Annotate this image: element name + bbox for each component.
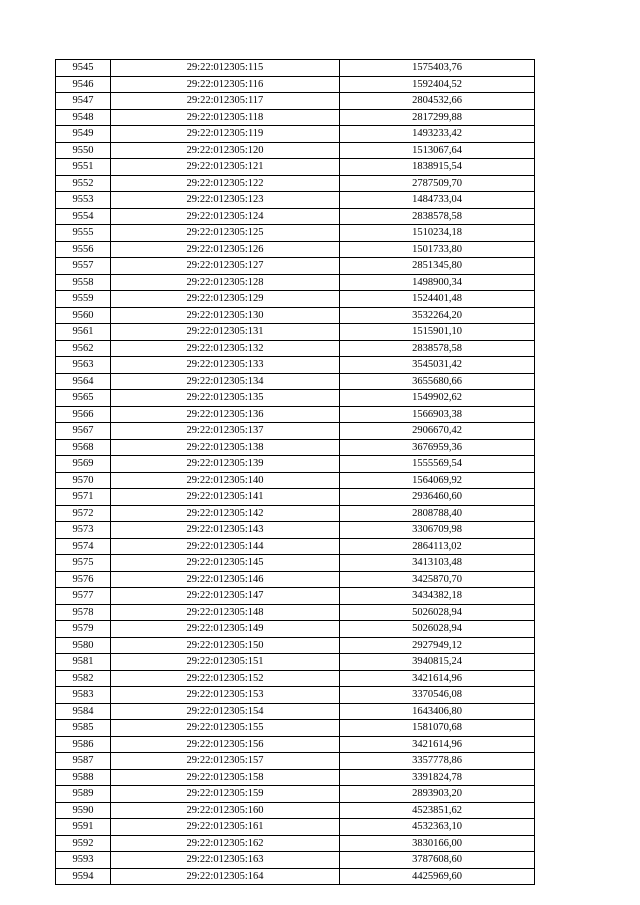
- value-cell: 5026028,94: [340, 621, 535, 638]
- cadastral-number-cell: 29:22:012305:116: [111, 76, 340, 93]
- table-row: [56, 60, 535, 77]
- row-number-cell: 9583: [56, 687, 111, 704]
- table-row: [56, 588, 535, 605]
- row-number-cell: 9576: [56, 571, 111, 588]
- value-cell: 5026028,94: [340, 604, 535, 621]
- value-cell: 3676959,36: [340, 439, 535, 456]
- value-cell: 1564069,92: [340, 472, 535, 489]
- value-cell: 3413103,48: [340, 555, 535, 572]
- table-row: [56, 340, 535, 357]
- value-cell: 1555569,54: [340, 456, 535, 473]
- row-number-cell: 9555: [56, 225, 111, 242]
- table-row: [56, 538, 535, 555]
- row-number-cell: 9574: [56, 538, 111, 555]
- value-cell: 2838578,58: [340, 340, 535, 357]
- table-row: [56, 687, 535, 704]
- table-row: [56, 175, 535, 192]
- cadastral-number-cell: 29:22:012305:157: [111, 753, 340, 770]
- table-row: [56, 753, 535, 770]
- cadastral-number-cell: 29:22:012305:156: [111, 736, 340, 753]
- table-row: [56, 868, 535, 885]
- table-row: [56, 571, 535, 588]
- row-number-cell: 9591: [56, 819, 111, 836]
- cadastral-number-cell: 29:22:012305:143: [111, 522, 340, 539]
- value-cell: 1566903,38: [340, 406, 535, 423]
- table-row: [56, 670, 535, 687]
- cadastral-number-cell: 29:22:012305:124: [111, 208, 340, 225]
- row-number-cell: 9579: [56, 621, 111, 638]
- value-cell: 1501733,80: [340, 241, 535, 258]
- row-number-cell: 9558: [56, 274, 111, 291]
- table-row: [56, 522, 535, 539]
- cadastral-number-cell: 29:22:012305:134: [111, 373, 340, 390]
- cadastral-number-cell: 29:22:012305:127: [111, 258, 340, 275]
- row-number-cell: 9590: [56, 802, 111, 819]
- cadastral-number-cell: 29:22:012305:140: [111, 472, 340, 489]
- cadastral-number-cell: 29:22:012305:115: [111, 60, 340, 77]
- cadastral-number-cell: 29:22:012305:135: [111, 390, 340, 407]
- table-row: [56, 93, 535, 110]
- row-number-cell: 9547: [56, 93, 111, 110]
- table-row: [56, 291, 535, 308]
- value-cell: 1524401,48: [340, 291, 535, 308]
- row-number-cell: 9545: [56, 60, 111, 77]
- row-number-cell: 9559: [56, 291, 111, 308]
- cadastral-number-cell: 29:22:012305:118: [111, 109, 340, 126]
- value-cell: 2787509,70: [340, 175, 535, 192]
- table-row: [56, 654, 535, 671]
- value-cell: 2817299,88: [340, 109, 535, 126]
- row-number-cell: 9557: [56, 258, 111, 275]
- table-row: [56, 225, 535, 242]
- table-row: [56, 274, 535, 291]
- cadastral-number-cell: 29:22:012305:160: [111, 802, 340, 819]
- row-number-cell: 9585: [56, 720, 111, 737]
- cadastral-number-cell: 29:22:012305:142: [111, 505, 340, 522]
- table-row: [56, 208, 535, 225]
- cadastral-number-cell: 29:22:012305:137: [111, 423, 340, 440]
- cadastral-number-cell: 29:22:012305:129: [111, 291, 340, 308]
- value-cell: 1838915,54: [340, 159, 535, 176]
- row-number-cell: 9577: [56, 588, 111, 605]
- row-number-cell: 9546: [56, 76, 111, 93]
- value-cell: 2864113,02: [340, 538, 535, 555]
- value-cell: 3391824,78: [340, 769, 535, 786]
- row-number-cell: 9549: [56, 126, 111, 143]
- row-number-cell: 9584: [56, 703, 111, 720]
- table-row: [56, 373, 535, 390]
- value-cell: 3306709,98: [340, 522, 535, 539]
- cadastral-number-cell: 29:22:012305:130: [111, 307, 340, 324]
- table-row: [56, 76, 535, 93]
- row-number-cell: 9563: [56, 357, 111, 374]
- table-row: [56, 720, 535, 737]
- table-row: [56, 406, 535, 423]
- cadastral-number-cell: 29:22:012305:136: [111, 406, 340, 423]
- value-cell: 1575403,76: [340, 60, 535, 77]
- value-cell: 1515901,10: [340, 324, 535, 341]
- row-number-cell: 9587: [56, 753, 111, 770]
- table-row: [56, 307, 535, 324]
- value-cell: 3830166,00: [340, 835, 535, 852]
- cadastral-number-cell: 29:22:012305:153: [111, 687, 340, 704]
- row-number-cell: 9575: [56, 555, 111, 572]
- row-number-cell: 9581: [56, 654, 111, 671]
- row-number-cell: 9553: [56, 192, 111, 209]
- table-row: [56, 324, 535, 341]
- value-cell: 1493233,42: [340, 126, 535, 143]
- table-row: [56, 835, 535, 852]
- row-number-cell: 9571: [56, 489, 111, 506]
- table-row: [56, 621, 535, 638]
- value-cell: 1484733,04: [340, 192, 535, 209]
- row-number-cell: 9572: [56, 505, 111, 522]
- row-number-cell: 9578: [56, 604, 111, 621]
- row-number-cell: 9562: [56, 340, 111, 357]
- table-row: [56, 142, 535, 159]
- value-cell: 3421614,96: [340, 736, 535, 753]
- cadastral-number-cell: 29:22:012305:141: [111, 489, 340, 506]
- cadastral-number-cell: 29:22:012305:139: [111, 456, 340, 473]
- value-cell: 1510234,18: [340, 225, 535, 242]
- row-number-cell: 9560: [56, 307, 111, 324]
- cadastral-number-cell: 29:22:012305:126: [111, 241, 340, 258]
- table-row: [56, 126, 535, 143]
- row-number-cell: 9566: [56, 406, 111, 423]
- cadastral-number-cell: 29:22:012305:162: [111, 835, 340, 852]
- value-cell: 2804532,66: [340, 93, 535, 110]
- cadastral-number-cell: 29:22:012305:150: [111, 637, 340, 654]
- cadastral-number-cell: 29:22:012305:133: [111, 357, 340, 374]
- value-cell: 1581070,68: [340, 720, 535, 737]
- data-table: [55, 59, 535, 885]
- row-number-cell: 9548: [56, 109, 111, 126]
- row-number-cell: 9564: [56, 373, 111, 390]
- cadastral-number-cell: 29:22:012305:132: [111, 340, 340, 357]
- cadastral-number-cell: 29:22:012305:147: [111, 588, 340, 605]
- cadastral-number-cell: 29:22:012305:120: [111, 142, 340, 159]
- row-number-cell: 9573: [56, 522, 111, 539]
- value-cell: 2851345,80: [340, 258, 535, 275]
- row-number-cell: 9592: [56, 835, 111, 852]
- value-cell: 1643406,80: [340, 703, 535, 720]
- row-number-cell: 9570: [56, 472, 111, 489]
- table-row: [56, 472, 535, 489]
- cadastral-number-cell: 29:22:012305:159: [111, 786, 340, 803]
- cadastral-number-cell: 29:22:012305:146: [111, 571, 340, 588]
- value-cell: 1549902,62: [340, 390, 535, 407]
- table-row: [56, 192, 535, 209]
- row-number-cell: 9586: [56, 736, 111, 753]
- row-number-cell: 9593: [56, 852, 111, 869]
- cadastral-number-cell: 29:22:012305:148: [111, 604, 340, 621]
- table-row: [56, 852, 535, 869]
- cadastral-number-cell: 29:22:012305:158: [111, 769, 340, 786]
- table-row: [56, 241, 535, 258]
- value-cell: 2927949,12: [340, 637, 535, 654]
- cadastral-number-cell: 29:22:012305:128: [111, 274, 340, 291]
- row-number-cell: 9580: [56, 637, 111, 654]
- value-cell: 2906670,42: [340, 423, 535, 440]
- table-row: [56, 604, 535, 621]
- table-row: [56, 439, 535, 456]
- table-row: [56, 423, 535, 440]
- row-number-cell: 9569: [56, 456, 111, 473]
- table-row: [56, 390, 535, 407]
- cadastral-number-cell: 29:22:012305:145: [111, 555, 340, 572]
- table-row: [56, 505, 535, 522]
- value-cell: 2893903,20: [340, 786, 535, 803]
- table-body: [56, 60, 535, 885]
- cadastral-number-cell: 29:22:012305:149: [111, 621, 340, 638]
- table-row: [56, 786, 535, 803]
- row-number-cell: 9567: [56, 423, 111, 440]
- table-row: [56, 703, 535, 720]
- value-cell: 2936460,60: [340, 489, 535, 506]
- row-number-cell: 9588: [56, 769, 111, 786]
- value-cell: 3357778,86: [340, 753, 535, 770]
- row-number-cell: 9551: [56, 159, 111, 176]
- cadastral-number-cell: 29:22:012305:119: [111, 126, 340, 143]
- value-cell: 3425870,70: [340, 571, 535, 588]
- value-cell: 3940815,24: [340, 654, 535, 671]
- row-number-cell: 9554: [56, 208, 111, 225]
- row-number-cell: 9556: [56, 241, 111, 258]
- value-cell: 4425969,60: [340, 868, 535, 885]
- value-cell: 3421614,96: [340, 670, 535, 687]
- value-cell: 2808788,40: [340, 505, 535, 522]
- cadastral-number-cell: 29:22:012305:164: [111, 868, 340, 885]
- table-row: [56, 637, 535, 654]
- row-number-cell: 9565: [56, 390, 111, 407]
- value-cell: 1592404,52: [340, 76, 535, 93]
- table-row: [56, 456, 535, 473]
- value-cell: 3434382,18: [340, 588, 535, 605]
- cadastral-number-cell: 29:22:012305:123: [111, 192, 340, 209]
- cadastral-number-cell: 29:22:012305:155: [111, 720, 340, 737]
- cadastral-number-cell: 29:22:012305:121: [111, 159, 340, 176]
- cadastral-number-cell: 29:22:012305:144: [111, 538, 340, 555]
- value-cell: 3655680,66: [340, 373, 535, 390]
- row-number-cell: 9589: [56, 786, 111, 803]
- value-cell: 1498900,34: [340, 274, 535, 291]
- cadastral-number-cell: 29:22:012305:117: [111, 93, 340, 110]
- value-cell: 3532264,20: [340, 307, 535, 324]
- row-number-cell: 9561: [56, 324, 111, 341]
- value-cell: 3787608,60: [340, 852, 535, 869]
- value-cell: 1513067,64: [340, 142, 535, 159]
- row-number-cell: 9568: [56, 439, 111, 456]
- table-row: [56, 769, 535, 786]
- table-row: [56, 819, 535, 836]
- table-row: [56, 357, 535, 374]
- row-number-cell: 9550: [56, 142, 111, 159]
- row-number-cell: 9594: [56, 868, 111, 885]
- table-row: [56, 736, 535, 753]
- row-number-cell: 9582: [56, 670, 111, 687]
- cadastral-number-cell: 29:22:012305:154: [111, 703, 340, 720]
- cadastral-number-cell: 29:22:012305:163: [111, 852, 340, 869]
- value-cell: 3545031,42: [340, 357, 535, 374]
- table-row: [56, 258, 535, 275]
- cadastral-number-cell: 29:22:012305:125: [111, 225, 340, 242]
- cadastral-number-cell: 29:22:012305:161: [111, 819, 340, 836]
- row-number-cell: 9552: [56, 175, 111, 192]
- value-cell: 4523851,62: [340, 802, 535, 819]
- cadastral-number-cell: 29:22:012305:138: [111, 439, 340, 456]
- value-cell: 2838578,58: [340, 208, 535, 225]
- table-row: [56, 555, 535, 572]
- cadastral-number-cell: 29:22:012305:131: [111, 324, 340, 341]
- table-row: [56, 802, 535, 819]
- cadastral-number-cell: 29:22:012305:151: [111, 654, 340, 671]
- cadastral-number-cell: 29:22:012305:122: [111, 175, 340, 192]
- value-cell: 3370546,08: [340, 687, 535, 704]
- table-row: [56, 159, 535, 176]
- table-row: [56, 109, 535, 126]
- value-cell: 4532363,10: [340, 819, 535, 836]
- table-row: [56, 489, 535, 506]
- cadastral-number-cell: 29:22:012305:152: [111, 670, 340, 687]
